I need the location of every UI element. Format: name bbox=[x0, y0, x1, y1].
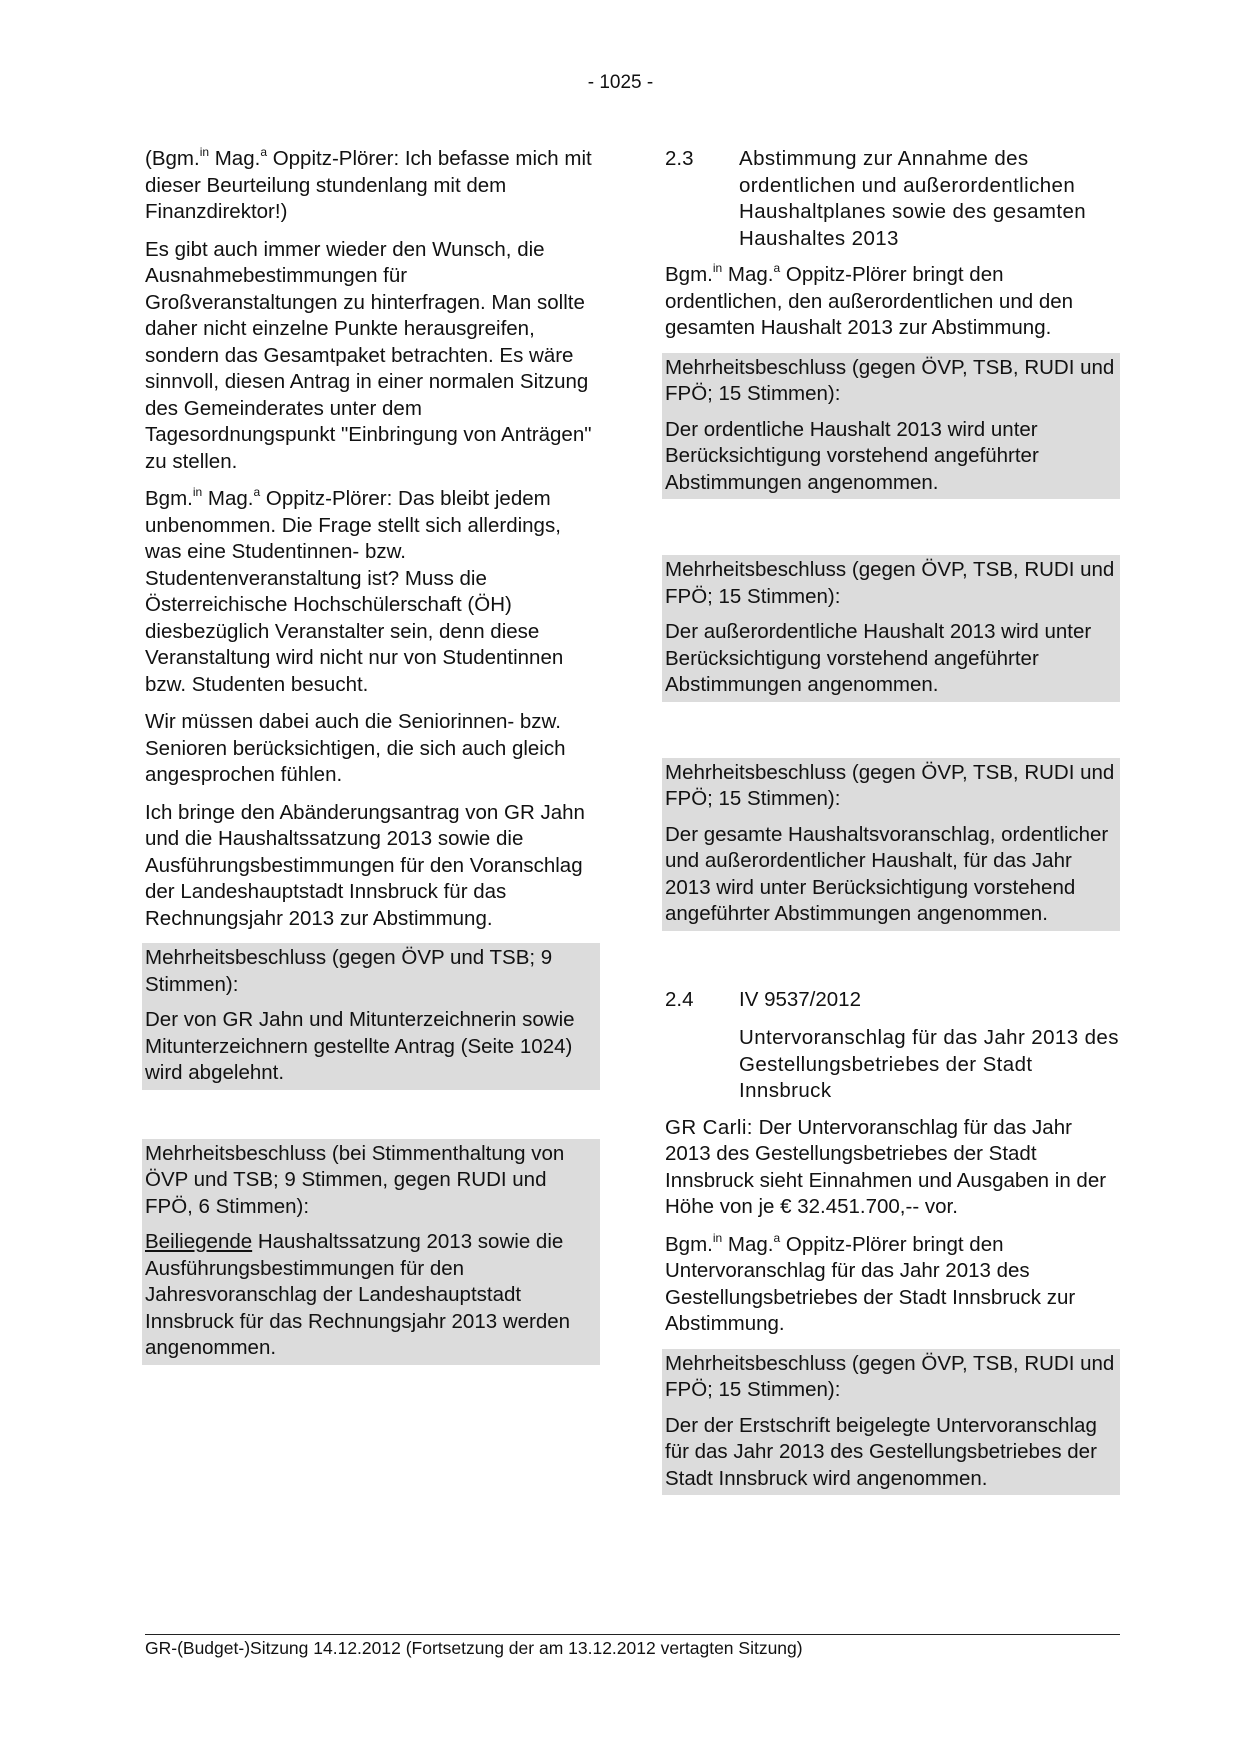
right-paragraph-2 bbox=[665, 1115, 1120, 1221]
title-bgm: Bgm. bbox=[665, 263, 713, 286]
right-column bbox=[665, 146, 1120, 1506]
resolution-block-5 bbox=[662, 758, 1120, 931]
title-bgm: Bgm. bbox=[665, 1232, 713, 1256]
section-number: 2.3 bbox=[665, 147, 694, 170]
resolution-block-6 bbox=[662, 1349, 1120, 1496]
page-footer: GR-(Budget-)Sitzung 14.12.2012 (Fortsetzung der am 13.12.2012 vertagten Sitzung) bbox=[145, 1638, 803, 1658]
section-reference: IV 9537/2012 bbox=[739, 987, 861, 1011]
left-paragraph-3 bbox=[145, 486, 600, 698]
underlined-word: Beiliegende bbox=[145, 1230, 253, 1253]
title-mag: Mag. bbox=[214, 147, 261, 170]
right-paragraph-1 bbox=[665, 262, 1120, 342]
left-paragraph-5: Ich bringe den Abänderungsantrag von GR Jahn und die Haushaltssatzung 2013 sowie die Ausführungsbestimmungen für den Voranschlag der Landeshauptstadt Innsbruck für das Rechnungsjahr 2013 zur Abstimmung. bbox=[145, 800, 585, 930]
resolution-vote: Mehrheitsbeschluss (gegen ÖVP und TSB; 9 Stimmen): bbox=[145, 946, 553, 996]
resolution-decision: Der der Erstschrift beigelegte Untervoranschlag für das Jahr 2013 des Gestellungsbetriebes der Stadt Innsbruck wird angenommen. bbox=[665, 1413, 1097, 1490]
title-mag: Mag. bbox=[727, 1232, 774, 1256]
superscript-in: in bbox=[199, 145, 210, 159]
resolution-vote: Mehrheitsbeschluss (gegen ÖVP, TSB, RUDI und FPÖ; 15 Stimmen): bbox=[665, 355, 1115, 405]
resolution-decision: Der ordentliche Haushalt 2013 wird unter Berücksichtigung vorstehend angeführter Abstimmungen angenommen. bbox=[665, 417, 1039, 494]
right-paragraph-3 bbox=[665, 1232, 1120, 1338]
superscript-in: in bbox=[712, 261, 723, 275]
title-mag: Mag. bbox=[727, 263, 774, 286]
superscript-a: a bbox=[253, 485, 261, 499]
resolution-block-4 bbox=[662, 555, 1120, 702]
page-number: - 1025 - bbox=[587, 72, 654, 93]
left-paragraph-4: Wir müssen dabei auch die Seniorinnen- bzw. Senioren berücksichtigen, die sich auch gleich angesprochen fühlen. bbox=[145, 710, 566, 786]
right-paragraph-2-text: Der Untervoranschlag für das Jahr 2013 des Gestellungsbetriebes der Stadt Innsbruck sieht Einnahmen und Ausgaben in der Höhe von je € 32.451.700,-- vor. bbox=[665, 1115, 1107, 1218]
footer-divider bbox=[145, 1634, 1120, 1635]
superscript-in: in bbox=[712, 1230, 723, 1245]
section-number: 2.4 bbox=[665, 987, 694, 1011]
resolution-decision: Der gesamte Haushaltsvoranschlag, ordentlicher und außerordentlicher Haushalt, für das Jahr 2013 wird unter Berücksichtigung vorstehend angeführter Abstimmungen angenommen. bbox=[665, 822, 1109, 925]
resolution-block-2 bbox=[142, 1139, 600, 1365]
resolution-vote: Mehrheitsbeschluss (gegen ÖVP, TSB, RUDI und FPÖ; 15 Stimmen): bbox=[665, 760, 1115, 810]
resolution-block-3 bbox=[662, 353, 1120, 500]
title-mag: Mag. bbox=[207, 487, 254, 510]
superscript-a: a bbox=[773, 261, 781, 275]
superscript-a: a bbox=[773, 1230, 781, 1245]
left-paragraph-3-text: Oppitz-Plörer: Das bleibt jedem unbenommen. Die Frage stellt sich allerdings, was eine Studentinnen- bzw. Studentenveranstaltung ist? Muss die Österreichische Hochschülerschaft (ÖH) diesbezüglich Veranstalter sein, denn diese Veranstaltung wird nicht nur von Studentinnen bzw. Studenten besucht. bbox=[145, 487, 564, 696]
section-heading-2-4 bbox=[665, 987, 1120, 1014]
resolution-vote: Mehrheitsbeschluss (gegen ÖVP, TSB, RUDI und FPÖ; 15 Stimmen): bbox=[665, 558, 1115, 608]
section-heading-2-3 bbox=[665, 146, 1120, 252]
resolution-decision: Der von GR Jahn und Mitunterzeichnerin sowie Mitunterzeichnern gestellte Antrag (Seite 1024) wird abgelehnt. bbox=[145, 1008, 575, 1084]
left-paragraph-1: (Bgm.$^{in}$ Mag.$^a$ Oppitz-Plörer: Ich befasse mich mit dieser Beurteilung stundenlang mit dem Finanzdirektor!) bbox=[145, 145, 592, 223]
resolution-vote: Mehrheitsbeschluss (gegen ÖVP, TSB, RUDI und FPÖ; 15 Stimmen): bbox=[665, 1351, 1115, 1401]
section-title: Untervoranschlag für das Jahr 2013 des Gestellungsbetriebes der Stadt Innsbruck bbox=[739, 1026, 1119, 1102]
left-paragraph-2: Es gibt auch immer wieder den Wunsch, die Ausnahmebestimmungen für Großveranstaltungen zu hinterfragen. Man sollte daher nicht einzelne Punkte herausgreifen, sondern das Gesamtpaket betrachten. Es wäre sinnvoll, diesen Antrag in einer normalen Sitzung des Gemeinderates unter dem Tagesordnungspunkt "Einbringung von Anträgen" zu stellen. bbox=[145, 237, 592, 473]
resolution-decision: Der außerordentliche Haushalt 2013 wird unter Berücksichtigung vorstehend angeführter Abstimmungen angenommen. bbox=[665, 620, 1092, 696]
title-bgm: Bgm. bbox=[151, 147, 200, 170]
resolution-decision bbox=[145, 1229, 596, 1362]
speaker-name: GR Carli: bbox=[665, 1115, 753, 1139]
right-paragraph-3-text: Oppitz-Plörer bringt den Untervoranschlag für das Jahr 2013 des Gestellungsbetriebes der Stadt Innsbruck zur Abstimmung. bbox=[665, 1232, 1076, 1335]
resolution-block-1 bbox=[142, 943, 600, 1090]
resolution-decision-text: Haushaltssatzung 2013 sowie die Ausführungsbestimmungen für den Jahresvoranschlag der Landeshauptstadt Innsbruck für das Rechnungsjahr 2013 werden angenommen. bbox=[145, 1230, 571, 1359]
right-paragraph-1-text: Oppitz-Plörer bringt den ordentlichen, den außerordentlichen und den gesamten Haushalt 2013 zur Abstimmung. bbox=[665, 263, 1074, 339]
section-title: Abstimmung zur Annahme des ordentlichen und außerordentlichen Haushaltplanes sowie des gesamten Haushaltes 2013 bbox=[739, 147, 1087, 250]
superscript-a: a bbox=[260, 145, 267, 159]
left-paragraph-1-text: Oppitz-Plörer: Ich befasse mich mit dieser Beurteilung stundenlang mit dem Finanzdirektor!) bbox=[145, 147, 592, 223]
title-bgm: Bgm. bbox=[145, 487, 193, 510]
left-column bbox=[145, 146, 600, 1376]
resolution-vote: Mehrheitsbeschluss (bei Stimmenthaltung von ÖVP und TSB; 9 Stimmen, gegen RUDI und FPÖ, 6 Stimmen): bbox=[145, 1141, 565, 1218]
superscript-in: in bbox=[192, 485, 203, 499]
